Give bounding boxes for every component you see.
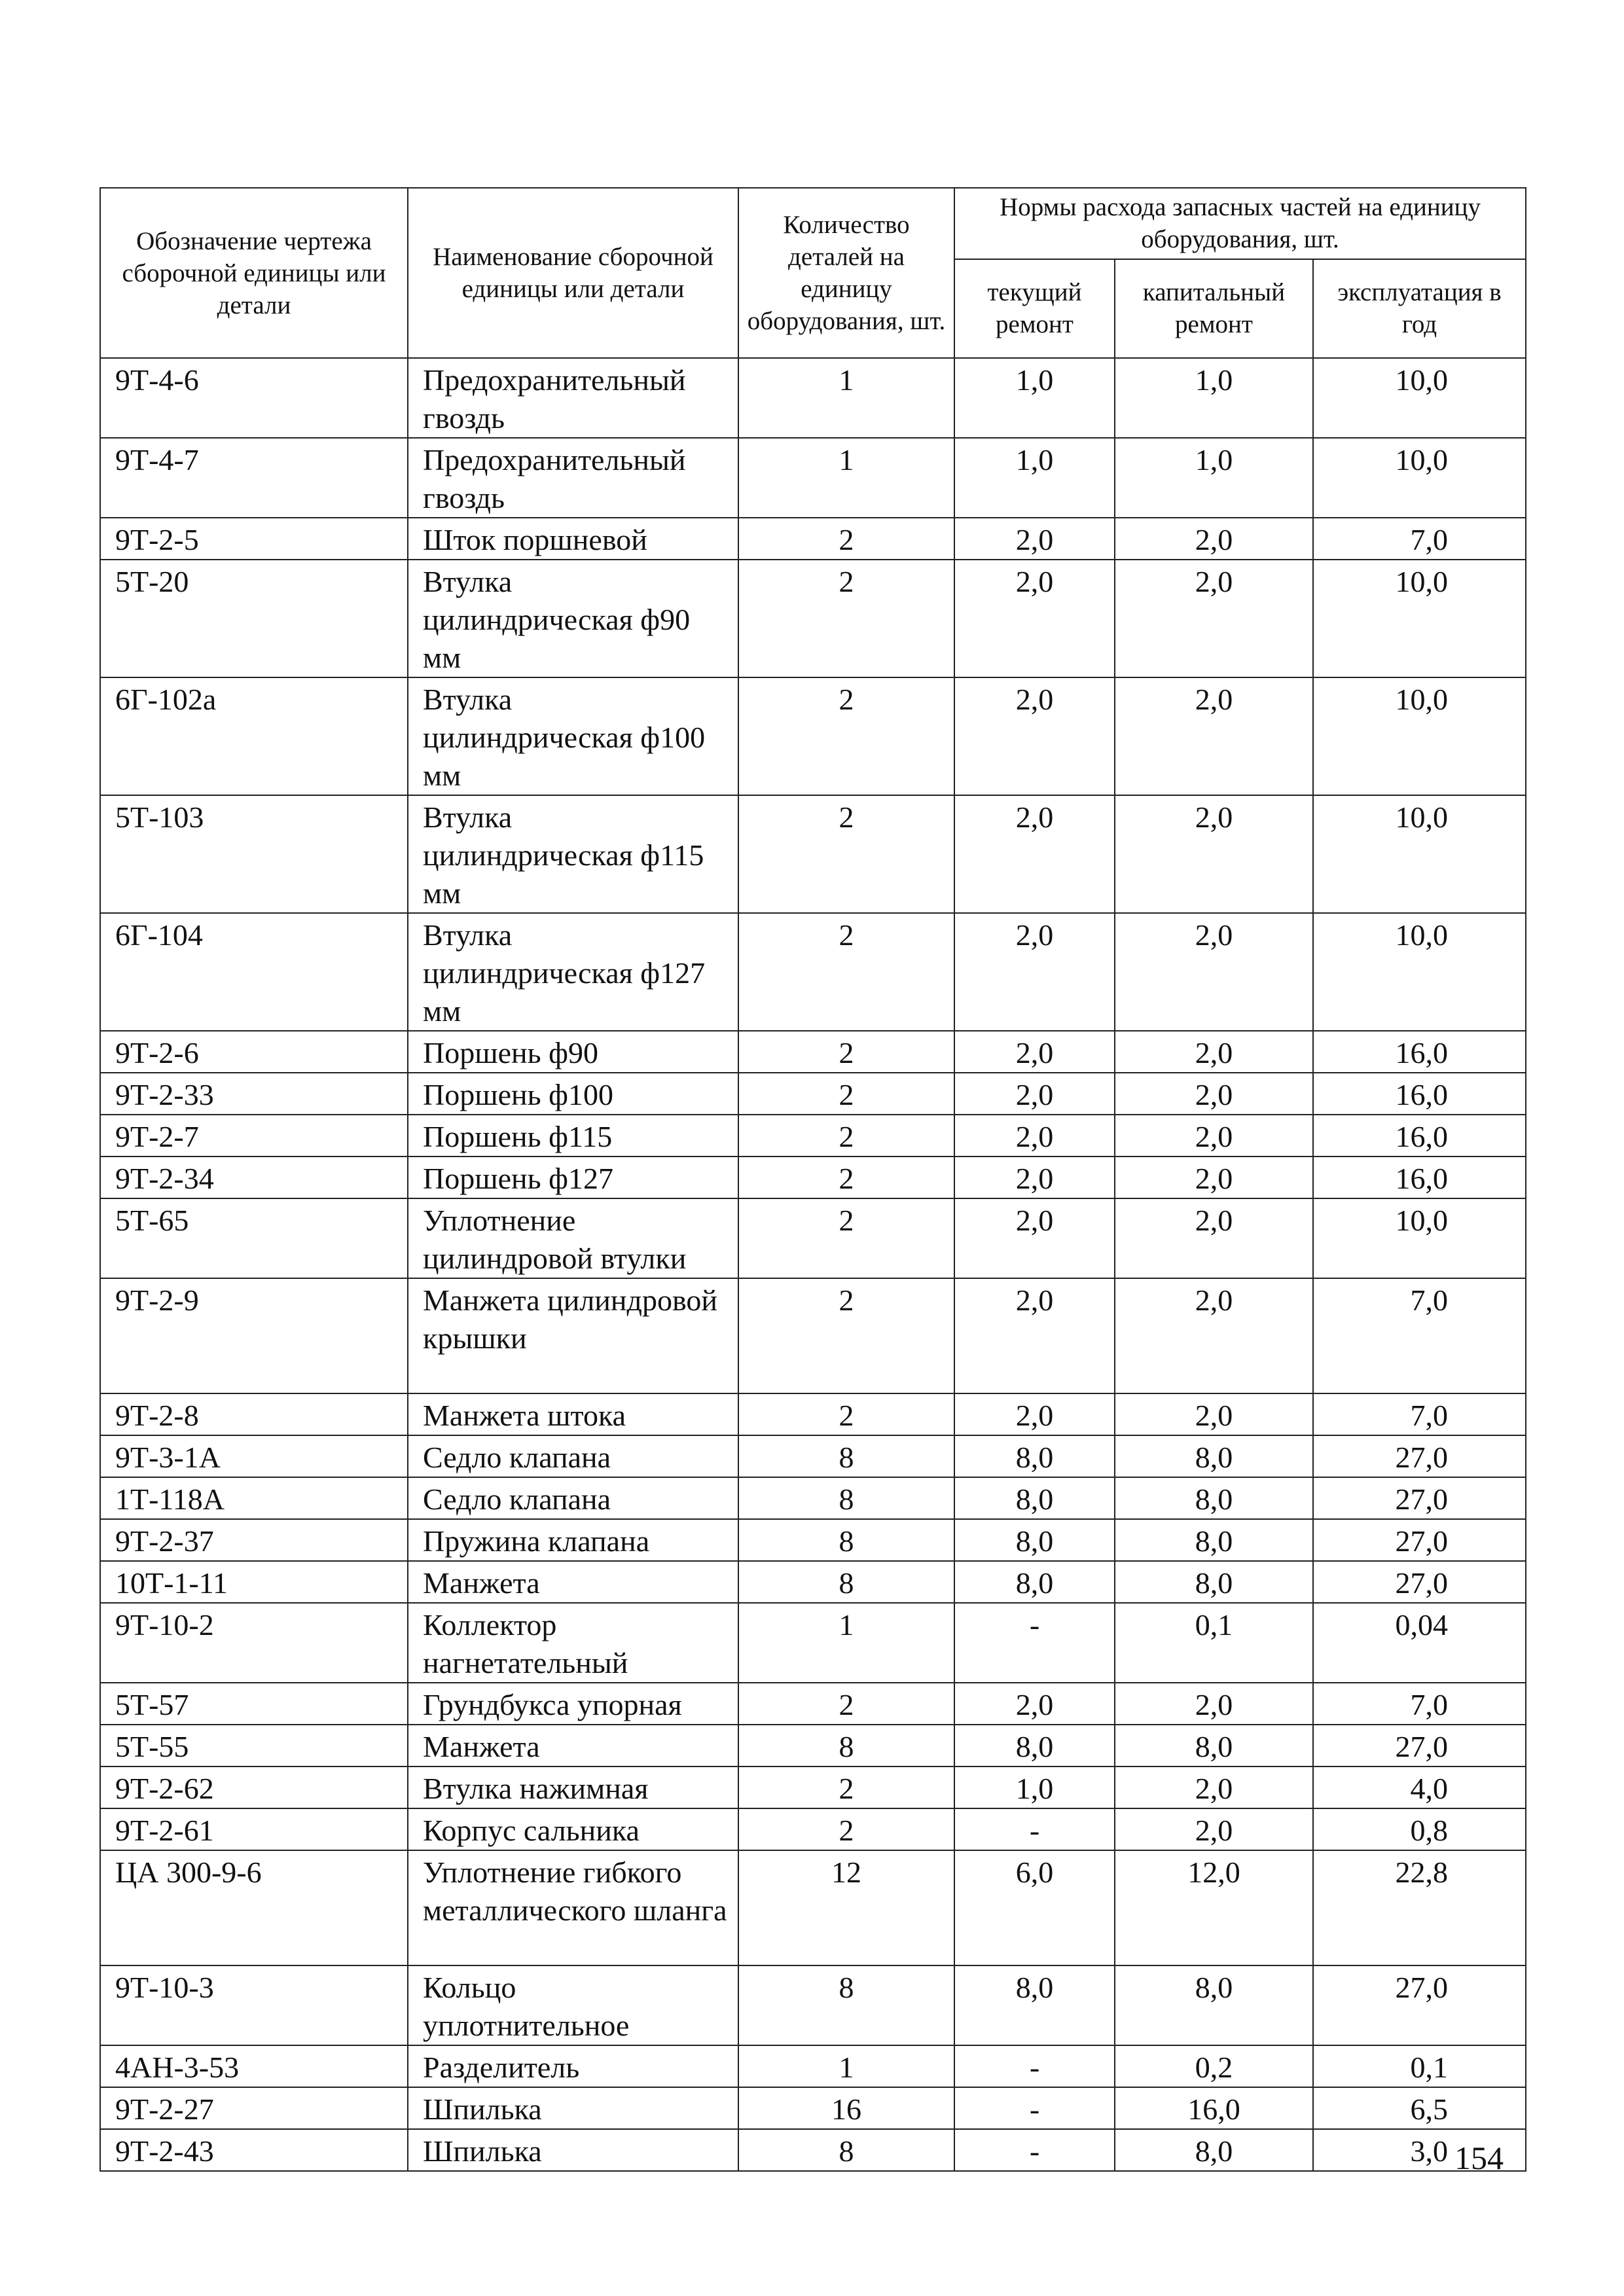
header-operation-per-year: эксплуатация в год [1313,259,1526,358]
cell-designation: 5Т-55 [100,1725,408,1767]
cell-name: Втулка нажимная [408,1767,738,1808]
cell-name: Поршень ф127 [408,1157,738,1198]
cell-operation-per-year: 27,0 [1313,1965,1526,2045]
cell-operation-per-year: 10,0 [1313,913,1526,1031]
table-row [100,1965,1526,2045]
cell-operation-per-year: 27,0 [1313,1725,1526,1767]
cell-operation-per-year: 16,0 [1313,1157,1526,1198]
cell-quantity: 2 [738,518,954,560]
cell-quantity: 16 [738,2087,954,2129]
cell-designation: 5Т-20 [100,560,408,677]
cell-operation-per-year: 0,04 [1313,1603,1526,1683]
cell-quantity: 2 [738,1031,954,1073]
cell-designation: 9Т-4-7 [100,438,408,518]
cell-designation: ЦА 300-9-6 [100,1850,408,1965]
cell-operation-per-year: 7,0 [1313,1393,1526,1435]
table-row [100,1115,1526,1157]
cell-current-repair: 2,0 [954,1278,1115,1393]
cell-operation-per-year: 4,0 [1313,1767,1526,1808]
cell-designation: 5Т-103 [100,795,408,913]
table-row [100,358,1526,438]
cell-quantity: 12 [738,1850,954,1965]
cell-capital-repair: 8,0 [1115,1477,1313,1519]
cell-name: Манжета штока [408,1393,738,1435]
cell-operation-per-year: 27,0 [1313,1519,1526,1561]
spare-parts-table [99,187,1526,2172]
cell-quantity: 8 [738,1965,954,2045]
header-current-repair: текущий ремонт [954,259,1115,358]
table-row [100,1477,1526,1519]
cell-name: Корпус сальника [408,1808,738,1850]
cell-operation-per-year: 16,0 [1313,1073,1526,1115]
cell-name: Шпилька [408,2087,738,2129]
cell-quantity: 8 [738,2129,954,2171]
cell-capital-repair: 2,0 [1115,518,1313,560]
cell-capital-repair: 2,0 [1115,795,1313,913]
cell-current-repair: 2,0 [954,1157,1115,1198]
cell-designation: 6Г-102а [100,677,408,795]
cell-name: Уплотнение цилиндровой втулки [408,1198,738,1278]
table-row [100,1435,1526,1477]
table-row [100,1561,1526,1603]
cell-quantity: 2 [738,1767,954,1808]
cell-current-repair: 8,0 [954,1561,1115,1603]
cell-quantity: 2 [738,1683,954,1725]
cell-current-repair: 2,0 [954,518,1115,560]
cell-designation: 1Т-118А [100,1477,408,1519]
cell-designation: 9Т-4-6 [100,358,408,438]
cell-quantity: 8 [738,1519,954,1561]
table-header [100,188,1526,358]
cell-capital-repair: 12,0 [1115,1850,1313,1965]
cell-current-repair: 2,0 [954,677,1115,795]
table-row [100,1850,1526,1965]
cell-quantity: 2 [738,1115,954,1157]
cell-name: Седло клапана [408,1477,738,1519]
cell-designation: 9Т-2-9 [100,1278,408,1393]
page-number: 154 [1454,2140,1504,2176]
cell-designation: 9Т-2-8 [100,1393,408,1435]
cell-current-repair: 1,0 [954,1767,1115,1808]
cell-current-repair: - [954,2087,1115,2129]
header-name: Наименование сборочной единицы или детали [408,188,738,358]
cell-capital-repair: 2,0 [1115,1683,1313,1725]
cell-name: Шток поршневой [408,518,738,560]
cell-capital-repair: 2,0 [1115,1157,1313,1198]
cell-designation: 9Т-2-61 [100,1808,408,1850]
cell-operation-per-year: 7,0 [1313,1278,1526,1393]
cell-quantity: 1 [738,1603,954,1683]
cell-current-repair: 2,0 [954,1393,1115,1435]
table-row [100,2045,1526,2087]
cell-capital-repair: 8,0 [1115,1519,1313,1561]
cell-current-repair: 1,0 [954,358,1115,438]
cell-designation: 9Т-2-5 [100,518,408,560]
cell-designation: 9Т-2-34 [100,1157,408,1198]
cell-name: Шпилька [408,2129,738,2171]
cell-current-repair: - [954,2045,1115,2087]
table-row [100,1278,1526,1393]
cell-current-repair: 2,0 [954,795,1115,913]
cell-current-repair: 2,0 [954,913,1115,1031]
cell-quantity: 2 [738,795,954,913]
table-row [100,2087,1526,2129]
cell-operation-per-year: 0,8 [1313,1808,1526,1850]
cell-capital-repair: 2,0 [1115,1278,1313,1393]
cell-capital-repair: 8,0 [1115,1725,1313,1767]
cell-capital-repair: 1,0 [1115,438,1313,518]
cell-capital-repair: 2,0 [1115,913,1313,1031]
cell-designation: 5Т-65 [100,1198,408,1278]
cell-name: Манжета [408,1561,738,1603]
cell-designation: 9Т-2-6 [100,1031,408,1073]
cell-quantity: 2 [738,677,954,795]
cell-operation-per-year: 10,0 [1313,560,1526,677]
cell-quantity: 8 [738,1725,954,1767]
cell-capital-repair: 2,0 [1115,1808,1313,1850]
cell-name: Грундбукса упорная [408,1683,738,1725]
cell-current-repair: 8,0 [954,1435,1115,1477]
cell-operation-per-year: 16,0 [1313,1115,1526,1157]
table-row [100,1073,1526,1115]
cell-capital-repair: 1,0 [1115,358,1313,438]
header-capital-repair: капитальный ремонт [1115,259,1313,358]
cell-quantity: 2 [738,1393,954,1435]
table-row [100,1519,1526,1561]
cell-quantity: 8 [738,1561,954,1603]
cell-designation: 9Т-2-62 [100,1767,408,1808]
cell-current-repair: 8,0 [954,1965,1115,2045]
cell-quantity: 2 [738,560,954,677]
table-row [100,1725,1526,1767]
header-quantity: Количество деталей на единицу оборудования, шт. [738,188,954,358]
cell-capital-repair: 2,0 [1115,1115,1313,1157]
cell-quantity: 2 [738,913,954,1031]
table-row [100,913,1526,1031]
cell-name: Втулка цилиндрическая ф90 мм [408,560,738,677]
cell-name: Втулка цилиндрическая ф100 мм [408,677,738,795]
cell-designation: 10Т-1-11 [100,1561,408,1603]
cell-capital-repair: 8,0 [1115,1561,1313,1603]
cell-capital-repair: 0,1 [1115,1603,1313,1683]
table-body [100,358,1526,2171]
cell-current-repair: 2,0 [954,1198,1115,1278]
table-row [100,1683,1526,1725]
table-row [100,2129,1526,2171]
header-designation: Обозначение чертежа сборочной единицы или детали [100,188,408,358]
cell-quantity: 2 [738,1073,954,1115]
table-row [100,1031,1526,1073]
cell-current-repair: 8,0 [954,1477,1115,1519]
cell-designation: 9Т-2-37 [100,1519,408,1561]
cell-capital-repair: 2,0 [1115,677,1313,795]
cell-quantity: 1 [738,438,954,518]
cell-name: Предохранительный гвоздь [408,438,738,518]
cell-name: Манжета цилиндровой крышки [408,1278,738,1393]
cell-operation-per-year: 27,0 [1313,1435,1526,1477]
cell-operation-per-year: 10,0 [1313,795,1526,913]
cell-current-repair: 8,0 [954,1519,1115,1561]
cell-current-repair: - [954,1808,1115,1850]
header-norms: Нормы расхода запасных частей на единицу оборудования, шт. [954,188,1526,259]
cell-operation-per-year: 27,0 [1313,1561,1526,1603]
table-row [100,795,1526,913]
cell-name: Втулка цилиндрическая ф115 мм [408,795,738,913]
cell-operation-per-year: 10,0 [1313,677,1526,795]
cell-capital-repair: 2,0 [1115,1198,1313,1278]
cell-name: Поршень ф90 [408,1031,738,1073]
table-row [100,438,1526,518]
cell-capital-repair: 2,0 [1115,560,1313,677]
cell-operation-per-year: 7,0 [1313,1683,1526,1725]
cell-operation-per-year: 10,0 [1313,1198,1526,1278]
cell-current-repair: 6,0 [954,1850,1115,1965]
cell-capital-repair: 8,0 [1115,1435,1313,1477]
table-row [100,1157,1526,1198]
cell-operation-per-year: 10,0 [1313,438,1526,518]
cell-designation: 9Т-10-3 [100,1965,408,2045]
cell-name: Кольцо уплотнительное [408,1965,738,2045]
cell-current-repair: 1,0 [954,438,1115,518]
cell-name: Втулка цилиндрическая ф127 мм [408,913,738,1031]
cell-name: Манжета [408,1725,738,1767]
cell-name: Разделитель [408,2045,738,2087]
table-row [100,1603,1526,1683]
cell-designation: 6Г-104 [100,913,408,1031]
cell-quantity: 2 [738,1198,954,1278]
cell-current-repair: - [954,1603,1115,1683]
cell-capital-repair: 16,0 [1115,2087,1313,2129]
cell-current-repair: 2,0 [954,560,1115,677]
cell-designation: 9Т-3-1А [100,1435,408,1477]
cell-operation-per-year: 7,0 [1313,518,1526,560]
cell-quantity: 2 [738,1157,954,1198]
cell-capital-repair: 2,0 [1115,1031,1313,1073]
cell-name: Уплотнение гибкого металлического шланга [408,1850,738,1965]
cell-designation: 9Т-2-7 [100,1115,408,1157]
table-row [100,518,1526,560]
cell-current-repair: 2,0 [954,1115,1115,1157]
cell-designation: 9Т-2-33 [100,1073,408,1115]
cell-capital-repair: 2,0 [1115,1073,1313,1115]
cell-operation-per-year: 6,5 [1313,2087,1526,2129]
cell-quantity: 1 [738,358,954,438]
cell-current-repair: 2,0 [954,1073,1115,1115]
table-row [100,677,1526,795]
table-row [100,1808,1526,1850]
cell-current-repair: 8,0 [954,1725,1115,1767]
cell-operation-per-year: 3,0 [1313,2129,1526,2171]
cell-designation: 4АН-3-53 [100,2045,408,2087]
cell-quantity: 8 [738,1435,954,1477]
cell-capital-repair: 0,2 [1115,2045,1313,2087]
cell-operation-per-year: 27,0 [1313,1477,1526,1519]
cell-current-repair: - [954,2129,1115,2171]
cell-capital-repair: 8,0 [1115,2129,1313,2171]
cell-quantity: 2 [738,1808,954,1850]
cell-capital-repair: 8,0 [1115,1965,1313,2045]
cell-quantity: 2 [738,1278,954,1393]
cell-quantity: 8 [738,1477,954,1519]
cell-designation: 9Т-2-43 [100,2129,408,2171]
cell-current-repair: 2,0 [954,1683,1115,1725]
cell-operation-per-year: 10,0 [1313,358,1526,438]
cell-current-repair: 2,0 [954,1031,1115,1073]
cell-designation: 9Т-2-27 [100,2087,408,2129]
table-row [100,1767,1526,1808]
table-row [100,1198,1526,1278]
table-row [100,560,1526,677]
cell-name: Предохранительный гвоздь [408,358,738,438]
cell-capital-repair: 2,0 [1115,1393,1313,1435]
cell-name: Седло клапана [408,1435,738,1477]
cell-operation-per-year: 16,0 [1313,1031,1526,1073]
cell-name: Пружина клапана [408,1519,738,1561]
cell-operation-per-year: 22,8 [1313,1850,1526,1965]
cell-quantity: 1 [738,2045,954,2087]
cell-name: Поршень ф100 [408,1073,738,1115]
table-row [100,1393,1526,1435]
cell-designation: 9Т-10-2 [100,1603,408,1683]
cell-name: Коллектор нагнетательный [408,1603,738,1683]
cell-name: Поршень ф115 [408,1115,738,1157]
cell-designation: 5Т-57 [100,1683,408,1725]
cell-operation-per-year: 0,1 [1313,2045,1526,2087]
cell-capital-repair: 2,0 [1115,1767,1313,1808]
